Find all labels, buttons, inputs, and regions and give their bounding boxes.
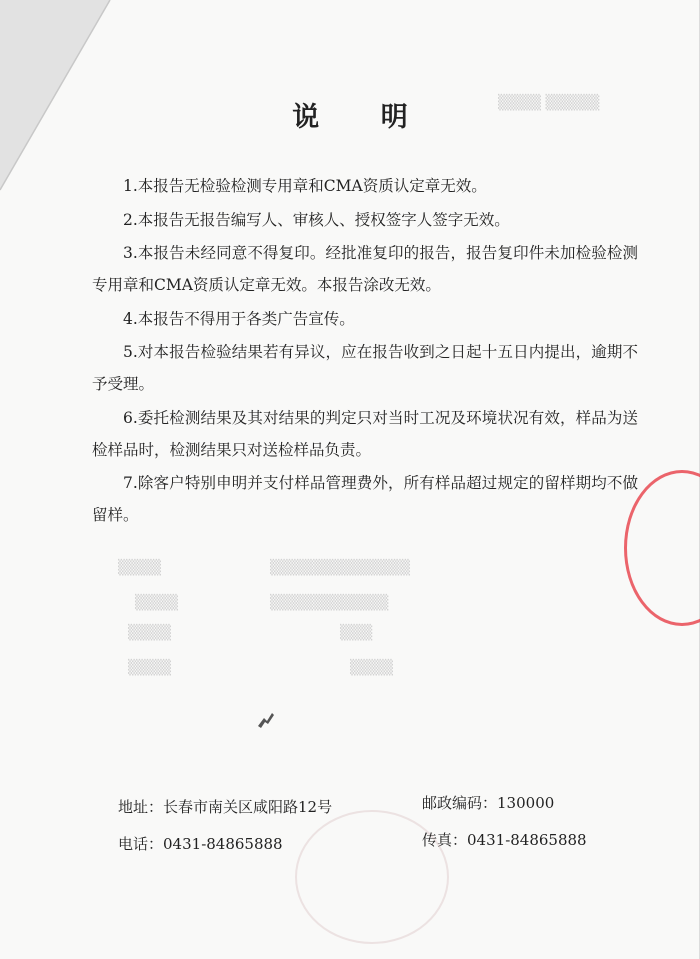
phone-label: 电话： — [118, 835, 164, 853]
bleed-through-text: ▒▒▒▒ — [350, 660, 394, 676]
ink-smudge — [255, 710, 277, 730]
fax-label: 传真： — [422, 831, 468, 849]
clause-2: 2.本报告无报告编写人、审核人、授权签字人签字无效。 — [123, 210, 510, 229]
postcode-value: 130000 — [497, 794, 555, 812]
clause-6: 6.委托检测结果及其对结果的判定只对当时工况及环境状况有效，样品为送检样品时，检测结果只对送检样品负责。 — [92, 408, 638, 459]
address-line — [118, 796, 332, 817]
clause-4: 4.本报告不得用于各类广告宣传。 — [123, 309, 355, 328]
fax-value: 0431-84865888 — [467, 831, 587, 849]
address-value: 长春市南关区咸阳路12号 — [163, 798, 333, 816]
bleed-through-text: ▒▒▒▒ — [135, 595, 179, 611]
bleed-through-text: ▒▒▒▒ ▒▒▒▒▒ — [498, 95, 600, 111]
phone-line — [118, 833, 283, 854]
bleed-through-text: ▒▒▒▒ — [118, 560, 162, 576]
page-title: 说 明 — [292, 102, 434, 133]
phone-value: 0431-84865888 — [163, 835, 283, 853]
clause-5: 5.对本报告检验结果若有异议，应在报告收到之日起十五日内提出，逾期不予受理。 — [92, 343, 638, 393]
clause-3: 3.本报告未经同意不得复印。经批准复印的报告，报告复印件未加检验检测专用章和CMA资质认定章无效。本报告涂改无效。 — [92, 244, 638, 294]
postcode-line — [422, 792, 554, 813]
bleed-through-text: ▒▒▒ — [340, 625, 373, 641]
bleed-through-text: ▒▒▒▒ — [128, 660, 172, 676]
bleed-through-text: ▒▒▒▒ — [128, 625, 172, 641]
address-label: 地址： — [118, 798, 164, 816]
bleed-through-text: ▒▒▒▒▒▒▒▒▒▒▒▒▒ — [270, 560, 410, 576]
clause-list — [92, 170, 638, 533]
bleed-through-text: ▒▒▒▒▒▒▒▒▒▒▒ — [270, 595, 389, 611]
postcode-label: 邮政编码： — [422, 794, 498, 812]
clause-7: 7.除客户特别申明并支付样品管理费外，所有样品超过规定的留样期均不做留样。 — [92, 474, 638, 524]
fax-line — [422, 829, 587, 850]
clause-1: 1.本报告无检验检测专用章和CMA资质认定章无效。 — [123, 177, 487, 195]
